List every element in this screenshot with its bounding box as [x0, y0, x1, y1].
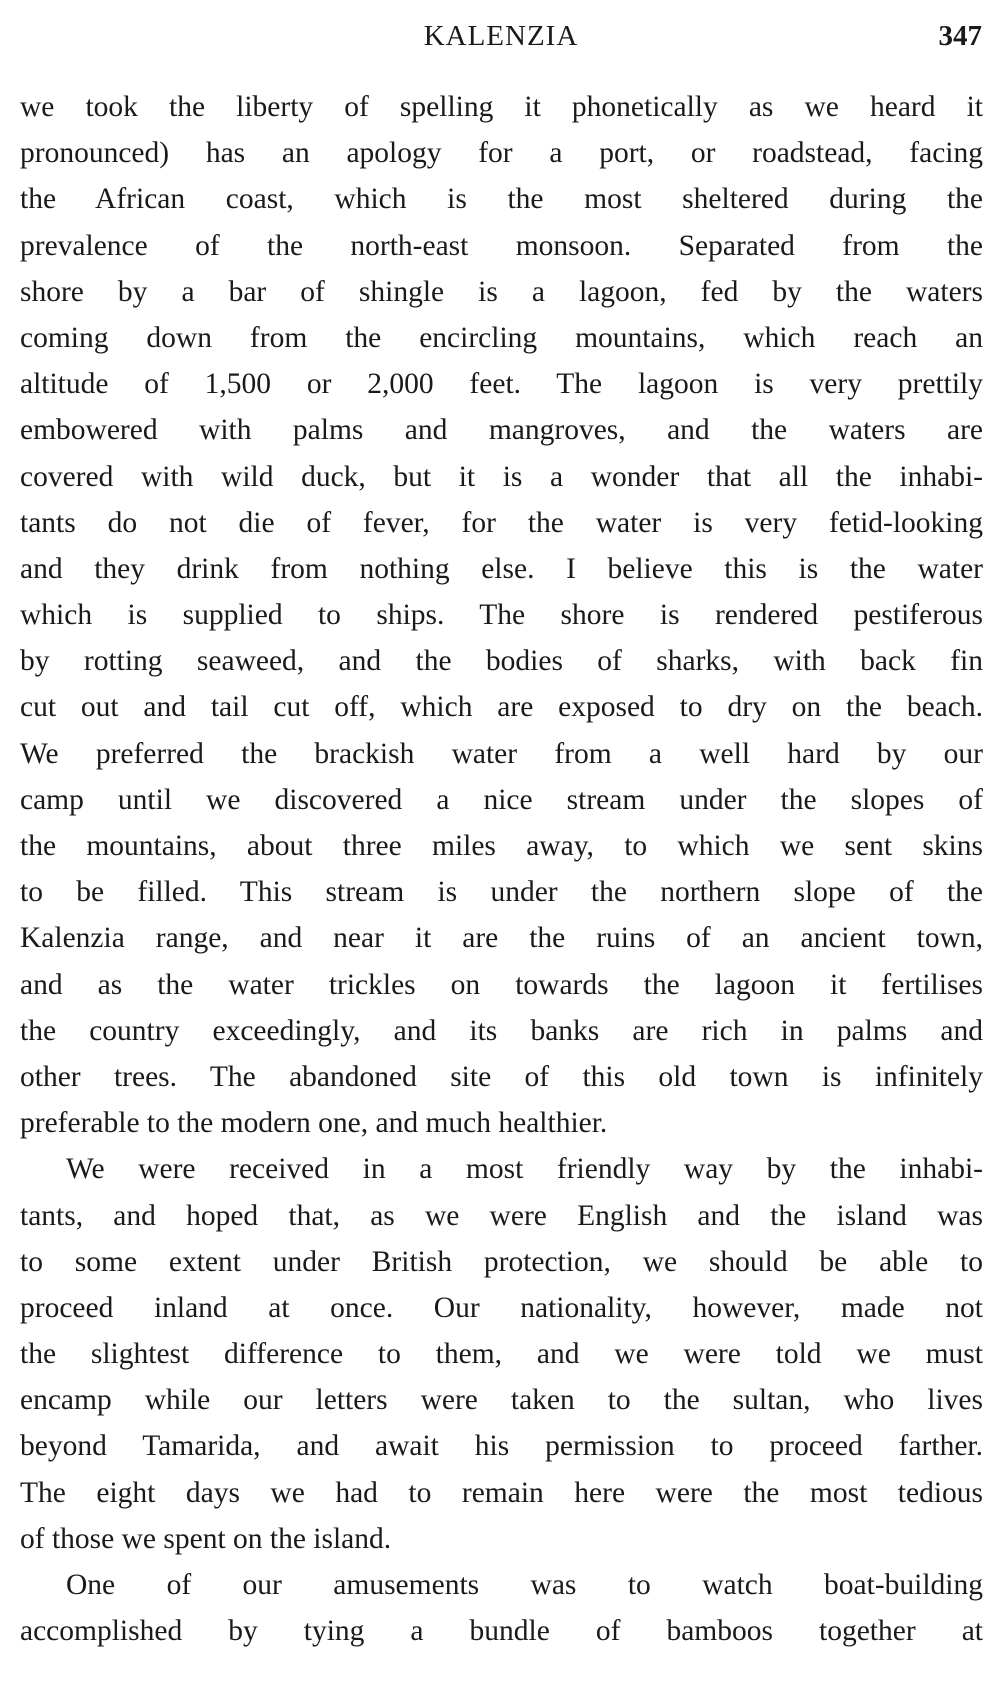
text-line: proceed inland at once. Our nationality, however, made not [20, 1291, 983, 1324]
text-line: and they drink from nothing else. I believe this is the water [20, 552, 983, 585]
text-line: We preferred the brackish water from a well hard by our [20, 737, 983, 770]
text-line: by rotting seaweed, and the bodies of sharks, with back fin [20, 645, 983, 678]
text-line: the mountains, about three miles away, to which we sent skins [20, 830, 983, 862]
text-line: The eight days we had to remain here were the most tedious [20, 1476, 983, 1509]
text-line: One of our amusements was to watch boat-building [66, 1569, 983, 1601]
text-line: to some extent under British protection, we should be able to [20, 1245, 983, 1278]
text-line: and as the water trickles on towards the lagoon it fertilises [20, 968, 983, 1001]
running-title: KALENZIA [423, 20, 579, 52]
text-line: embowered with palms and mangroves, and the waters are [20, 414, 983, 447]
text-line: we took the liberty of spelling it phonetically as we heard it [20, 91, 983, 123]
text-line: beyond Tamarida, and await his permission to proceed farther. [20, 1430, 983, 1463]
text-line: altitude of 1,500 or 2,000 feet. The lagoon is very prettily [20, 368, 983, 401]
running-head [20, 18, 982, 58]
text-line: tants do not die of fever, for the water is very fetid-looking [20, 506, 983, 539]
text-line: shore by a bar of shingle is a lagoon, fed by the waters [20, 275, 983, 308]
text-line: which is supplied to ships. The shore is rendered pestiferous [20, 599, 983, 632]
text-line: to be filled. This stream is under the northern slope of the [20, 876, 983, 909]
text-line: We were received in a most friendly way by the inhabi- [66, 1153, 983, 1186]
text-line: encamp while our letters were taken to the sultan, who lives [20, 1384, 983, 1417]
body-text [20, 84, 983, 1654]
text-line: covered with wild duck, but it is a wonder that all the inhabi- [20, 460, 983, 493]
page-number: 347 [938, 20, 982, 52]
text-line: camp until we discovered a nice stream under the slopes of [20, 783, 983, 816]
text-line: of those we spent on the island. [20, 1522, 392, 1555]
text-line: tants, and hoped that, as we were English and the island was [20, 1199, 983, 1232]
text-line: coming down from the encircling mountains, which reach an [20, 321, 983, 354]
paragraph [20, 1146, 983, 1562]
text-line: cut out and tail cut off, which are exposed to dry on the beach. [20, 691, 983, 724]
text-line: other trees. The abandoned site of this old town is infinitely [20, 1060, 983, 1093]
text-line: prevalence of the north-east monsoon. Separated from the [20, 229, 983, 262]
paragraph [20, 1562, 983, 1654]
text-line: pronounced) has an apology for a port, or roadstead, facing [20, 137, 983, 170]
text-line: the African coast, which is the most sheltered during the [20, 183, 983, 216]
text-line: preferable to the modern one, and much healthier. [20, 1107, 608, 1140]
text-line: accomplished by tying a bundle of bamboos together at [20, 1615, 983, 1648]
text-line: Kalenzia range, and near it are the ruins of an ancient town, [20, 922, 983, 955]
text-line: the slightest difference to them, and we were told we must [20, 1338, 983, 1371]
paragraph [20, 84, 983, 1146]
text-line: the country exceedingly, and its banks are rich in palms and [20, 1014, 983, 1047]
